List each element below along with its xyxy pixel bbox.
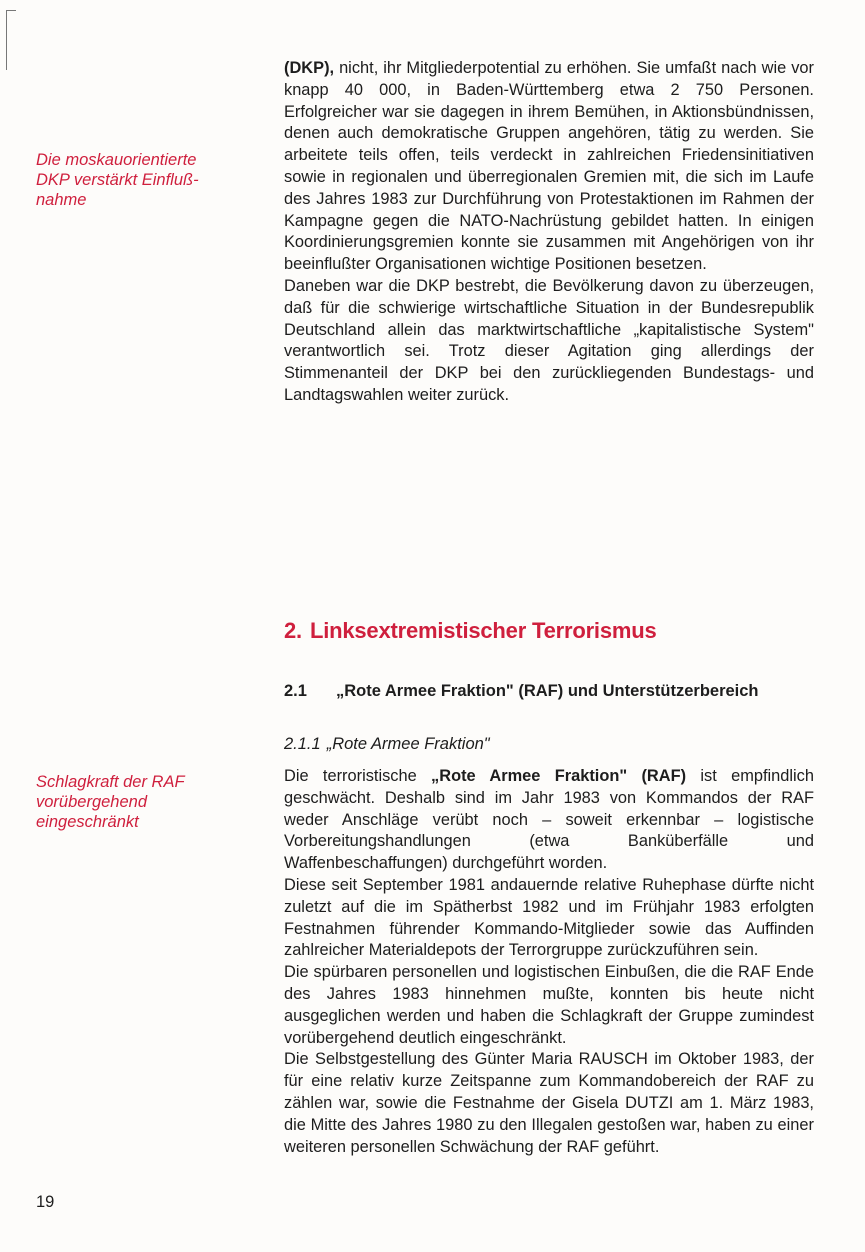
subsubheading-number: 2.1.1	[284, 735, 321, 753]
paragraph-text: Die terroristische	[284, 767, 432, 785]
subheading-title: „Rote Armee Fraktion" (RAF) und Unterstützerbereich	[336, 682, 759, 700]
subsubheading-title: „Rote Armee Fraktion"	[326, 735, 490, 753]
subsection-heading	[284, 680, 804, 702]
margin-note-raf: Schlagkraft der RAF vorübergehend eingeschränkt	[36, 773, 185, 831]
heading-number: 2.	[284, 618, 302, 643]
crop-mark	[6, 10, 7, 70]
paragraph: Diese seit September 1981 andauernde relative Ruhephase dürfte nicht zuletzt auf die im Spätherbst 1982 und im Frühjahr 1983 erfolgten Festnahmen führender Kommando-Mitglieder sowie das Auffinden zahlreicher Materialdepots der Terrorgruppe zurückzuführen sein.	[284, 875, 814, 960]
paragraph-text: ist empfindlich geschwächt. Deshalb sind im Jahr 1983 von Kommandos der RAF weder Anschläge verübt noch – soweit erkennbar – logistische Vorbereitungshandlungen (etwa Banküberfälle und Waffenbeschaffungen) durchgeführt worden.	[284, 767, 814, 873]
section-heading	[284, 618, 657, 644]
paragraph: Die spürbaren personellen und logistischen Einbußen, die die RAF Ende des Jahres 1983 hinnehmen mußte, konnten bis heute nicht ausgeglichen werden und haben die Schlagkraft der Gruppe zumindest vorübergehend deutlich eingeschränkt.	[284, 963, 814, 1047]
margin-note-dkp: Die moskauorientierte DKP verstärkt Einfluß- nahme	[36, 151, 199, 209]
bold-term: „Rote Armee Fraktion" (RAF)	[431, 767, 687, 785]
paragraph	[284, 58, 814, 276]
dkp-section-text	[284, 58, 814, 407]
paragraph: Daneben war die DKP bestrebt, die Bevölkerung davon zu überzeugen, daß für die schwierige wirtschaftliche Situation in der Bundesrepublik Deutschland allein das marktwirtschaftliche „kapitalistische System" verantwortlich sei. Trotz dieser Agitation ging allerdings der Stimmenanteil der DKP bei den zurückliegenden Bundestags- und Landtagswahlen weiter zurück.	[284, 276, 814, 404]
paragraph	[284, 766, 814, 875]
raf-section-text	[284, 766, 814, 1158]
subsubsection-heading	[284, 735, 490, 754]
subheading-number: 2.1	[284, 682, 307, 700]
crop-mark	[6, 10, 16, 11]
heading-title: Linksextremistischer Terrorismus	[309, 618, 657, 643]
paragraph: Die Selbstgestellung des Günter Maria RAUSCH im Oktober 1983, der für eine relativ kurze Zeitspanne zum Kommandobereich der RAF zu zählen war, sowie die Festnahme der Gisela DUTZI am 1. März 1983, die Mitte des Jahres 1980 zu den Illegalen gestoßen war, haben zu einer weiteren personellen Schwächung der RAF geführt.	[284, 1050, 814, 1156]
paragraph-text: nicht, ihr Mitgliederpotential zu erhöhen. Sie umfaßt nach wie vor knapp 40 000, in Baden-Württemberg etwa 2 750 Personen. Erfolgreicher war sie dagegen in ihrem Bemühen, in Aktionsbündnissen, denen auch demokratische Gruppen angehören, tätig zu werden. Sie arbeitete teils offen, teils verdeckt in zahlreichen Friedensinitiativen sowie in regionalen und überregionalen Gremien mit, die sich im Laufe des Jahres 1983 zur Durchführung von Protestaktionen im Rahmen der Kampagne gegen die NATO-Nachrüstung gebildet hatten. In einigen Koordinierungsgremien konnte sie zusammen mit Angehörigen von ihr beeinflußter Organisationen wichtige Positionen besetzen.	[284, 59, 814, 274]
page-number: 19	[36, 1193, 55, 1211]
bold-lead: (DKP),	[284, 59, 335, 77]
